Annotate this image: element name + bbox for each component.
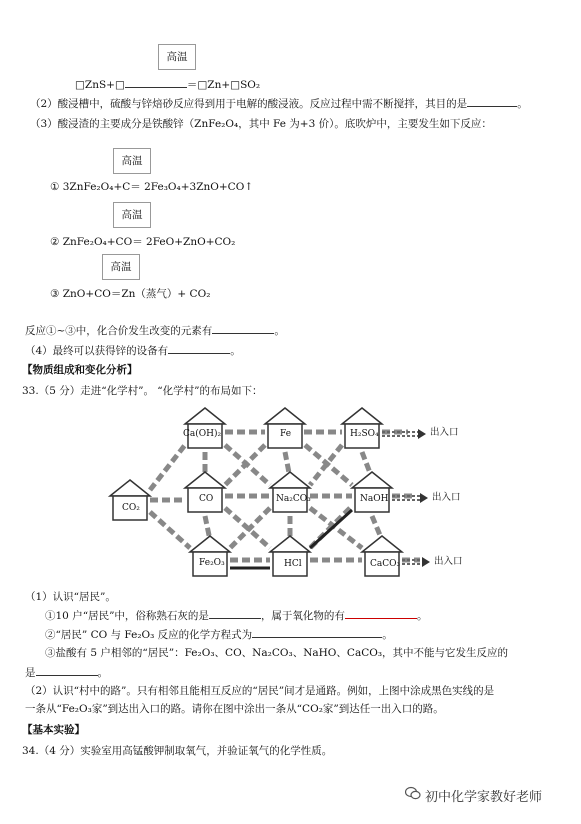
exit-label: 出入口 [434,556,463,567]
watermark: 初中化学家教好老师 [425,790,543,805]
answer-blank[interactable] [345,608,417,619]
equation-zns: □ZnS+□ ＝□Zn+□SO₂ [75,79,261,91]
question-3: （3）酸浸渣的主要成分是铁酸锌（ZnFe₂O₄，其中 Fe 为+3 价）。底吹炉中，主要发生如下反应： [30,118,492,130]
arrow-icon [418,429,426,439]
house-label: CO [199,494,214,504]
reaction-1: ① 3ZnFe₂O₄+C＝ 2Fe₃O₄+3ZnO+CO↑ [50,181,254,193]
house-label: Fe₂O₃ [199,558,225,568]
section-heading: 【物质组成和变化分析】 [22,364,138,376]
answer-blank[interactable] [36,665,98,676]
house-label: HCl [284,559,302,569]
question-2-line2: 一条从“Fe₂O₃家”到达出入口的路。请你在图中涂出一条从“CO₂家”到达任一出入口的路。 [25,703,444,715]
condition-box: 高温 [102,254,140,280]
arrow-icon [420,493,428,503]
question-1c-cont: 是 。 [25,667,108,679]
wechat-icon [405,785,421,801]
house-label: Na₂CO₃ [276,494,311,504]
answer-blank[interactable] [209,608,261,619]
exit-label: 出入口 [432,492,461,503]
question-1c: ③盐酸有 5 户相邻的“居民”：Fe₂O₃、CO、Na₂CO₃、NaHO、CaCO₃，其中不能与它发生反应的 [45,647,509,659]
question-1b: ②“居民” CO 与 Fe₂O₃ 反应的化学方程式为 。 [45,629,393,641]
house-label: Fe [280,429,292,439]
house-label: H₂SO₄ [350,429,379,439]
question-4: （4）最终可以获得锌的设备有 。 [25,345,241,357]
question-2-line1: （2）认识“村中的路”。只有相邻且能相互反应的“居民”间才是通路。例如，上图中涂成黑色实线的是 [25,685,495,697]
part-1-title: （1）认识“居民”。 [25,591,116,603]
reaction-3: ③ ZnO+CO＝Zn（蒸气）+ CO₂ [50,288,211,300]
question-33: 33.（5 分）走进“化学村”。 “化学村”的布局如下： [22,385,263,397]
question-2: （2）酸浸槽中，硫酸与锌焙砂反应得到用于电解的酸浸液。反应过程中需不断搅拌，其目的是 。 [30,98,528,110]
exit-label: 出入口 [430,427,459,438]
house-label: CO₂ [122,503,140,513]
question-3b: 反应①~③中，化合价发生改变的元素有 。 [25,325,285,337]
condition-box: 高温 [158,44,196,70]
section-heading: 【基本实验】 [22,724,85,736]
house-label: Ca(OH)₂ [183,429,222,439]
house-label: CaCO₃ [370,559,401,569]
question-34: 34.（4 分）实验室用高锰酸钾制取氧气，并验证氧气的化学性质。 [22,745,333,757]
house-label: NaOH [360,494,389,504]
arrow-icon [422,557,430,567]
reaction-2: ② ZnFe₂O₄+CO＝ 2FeO+ZnO+CO₂ [50,236,236,248]
condition-box: 高温 [113,202,151,228]
answer-blank[interactable] [252,627,382,638]
question-1a: ①10 户“居民”中，俗称熟石灰的是 ，属于氧化物的有 。 [45,610,428,622]
condition-box: 高温 [113,148,151,174]
